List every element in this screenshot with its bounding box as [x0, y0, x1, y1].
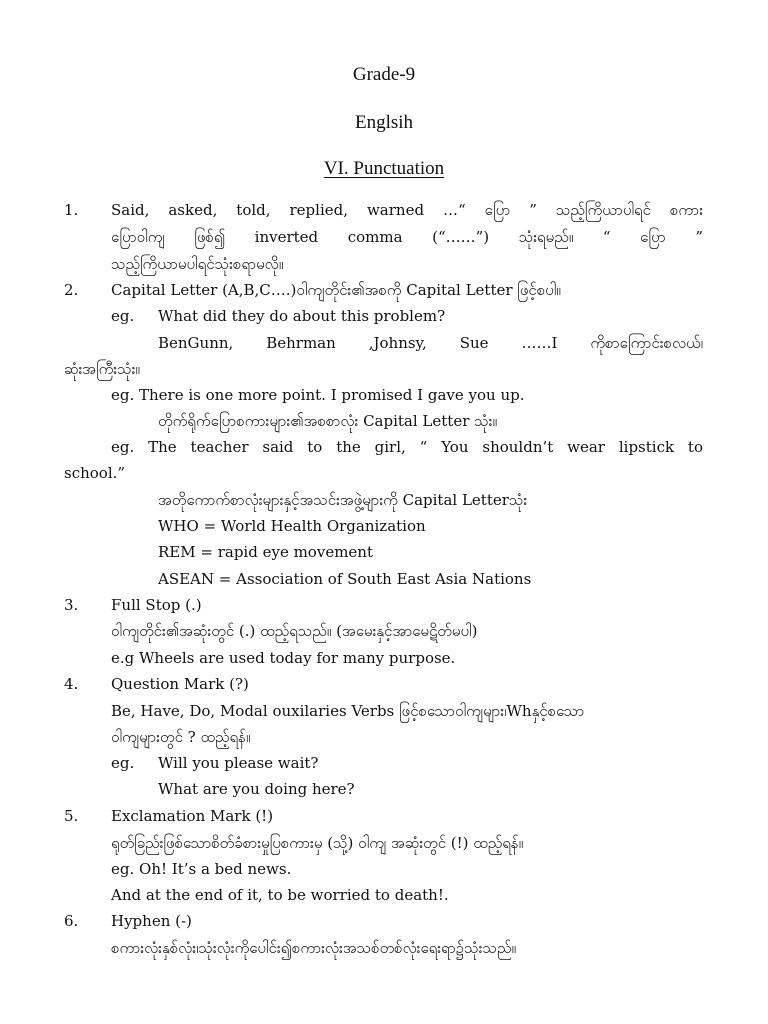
acronym-line: ASEAN = Association of South East Asia Nations — [158, 570, 532, 588]
item-line: စကားလုံးနှစ်လုံး၊သုံးလုံးကိုပေါင်း၍စကားလုံးအသစ်တစ်လုံးရေးရာ၌သုံးသည်။ — [111, 939, 516, 957]
topic-heading: VI. Punctuation — [323, 158, 445, 179]
item-line: ဝါကျများတွင် ? ထည့်ရန်။ — [111, 728, 251, 746]
item-number: 3. — [64, 596, 79, 614]
item-line: Question Mark (?) — [111, 675, 249, 693]
example-line: အတိုကောက်စာလုံးများနှင့်အသင်းအဖွဲ့များကို Capital Letterသုံး — [158, 491, 528, 509]
item-line: e.g Wheels are used today for many purpose. — [111, 649, 456, 667]
acronym-line: REM = rapid eye movement — [158, 543, 373, 561]
item-line: Capital Letter (A,B,C….)ဝါကျတိုင်း၏အစကို Capital Letter ဖြင့်စပါ။ — [111, 281, 561, 299]
item-line: Be, Have, Do, Modal ouxilaries Verbs ဖြင့်စသောဝါကျများ၊Whနှင့်စသော — [111, 702, 585, 720]
example-line: eg. The teacher said to the girl, “ You shouldn’t wear lipstick to — [111, 438, 703, 456]
item-number: 6. — [64, 912, 79, 930]
item-line: ဝါကျတိုင်း၏အဆုံးတွင် (.) ထည့်ရသည်။ (အမေးနှင့်အာမေဋိတ်မပါ) — [111, 622, 478, 640]
item-line: And at the end of it, to be worried to death!. — [111, 886, 449, 904]
example-line: eg. There is one more point. I promised I gave you up. — [111, 386, 525, 404]
item-line: သည့်ကြိယာမပါရင်သုံးစရာမလို။ — [111, 255, 284, 273]
subject-heading: Englsih — [354, 112, 414, 133]
example-line: school.” — [64, 464, 126, 482]
example-line: What did they do about this problem? — [158, 307, 446, 325]
acronym-line: WHO = World Health Organization — [158, 517, 426, 535]
example-line: တိုက်ရိုက်ပြောစကားများ၏အစစာလုံး Capital Letter သုံး။ — [158, 412, 497, 430]
item-number: 2. — [64, 281, 79, 299]
item-line: Full Stop (.) — [111, 596, 202, 614]
example-label: eg. — [111, 307, 135, 325]
item-line: Hyphen (-) — [111, 912, 192, 930]
item-number: 5. — [64, 807, 79, 825]
grade-heading: Grade-9 — [352, 64, 416, 85]
example-line: Will you please wait? — [158, 754, 319, 772]
item-number: 1. — [64, 201, 79, 219]
item-line: ပြောဝါကျ ဖြစ်၍ inverted comma (“……”) သုံးရမည်။ “ ပြော ” — [111, 228, 703, 246]
example-label: eg. — [111, 754, 135, 772]
example-line: BenGunn, Behrman ,Johnsy, Sue ……I ကိုစာကြောင်းစလယ်၊ — [158, 334, 703, 352]
item-line: Exclamation Mark (!) — [111, 807, 274, 825]
example-line: ဆုံးအကြီးသုံး။ — [64, 360, 140, 378]
item-line: eg. Oh! It’s a bed news. — [111, 860, 292, 878]
item-line: Said, asked, told, replied, warned …“ ပြော ” သည့်ကြိယာပါရင် စကား — [111, 201, 703, 219]
item-number: 4. — [64, 675, 79, 693]
item-line: ရုတ်ခြည်းဖြစ်သောစိတ်ခံစားမှုပြစကားမှ (သို့) ဝါကျ အဆုံးတွင် (!) ထည့်ရန်။ — [111, 834, 524, 852]
example-line: What are you doing here? — [158, 780, 355, 798]
